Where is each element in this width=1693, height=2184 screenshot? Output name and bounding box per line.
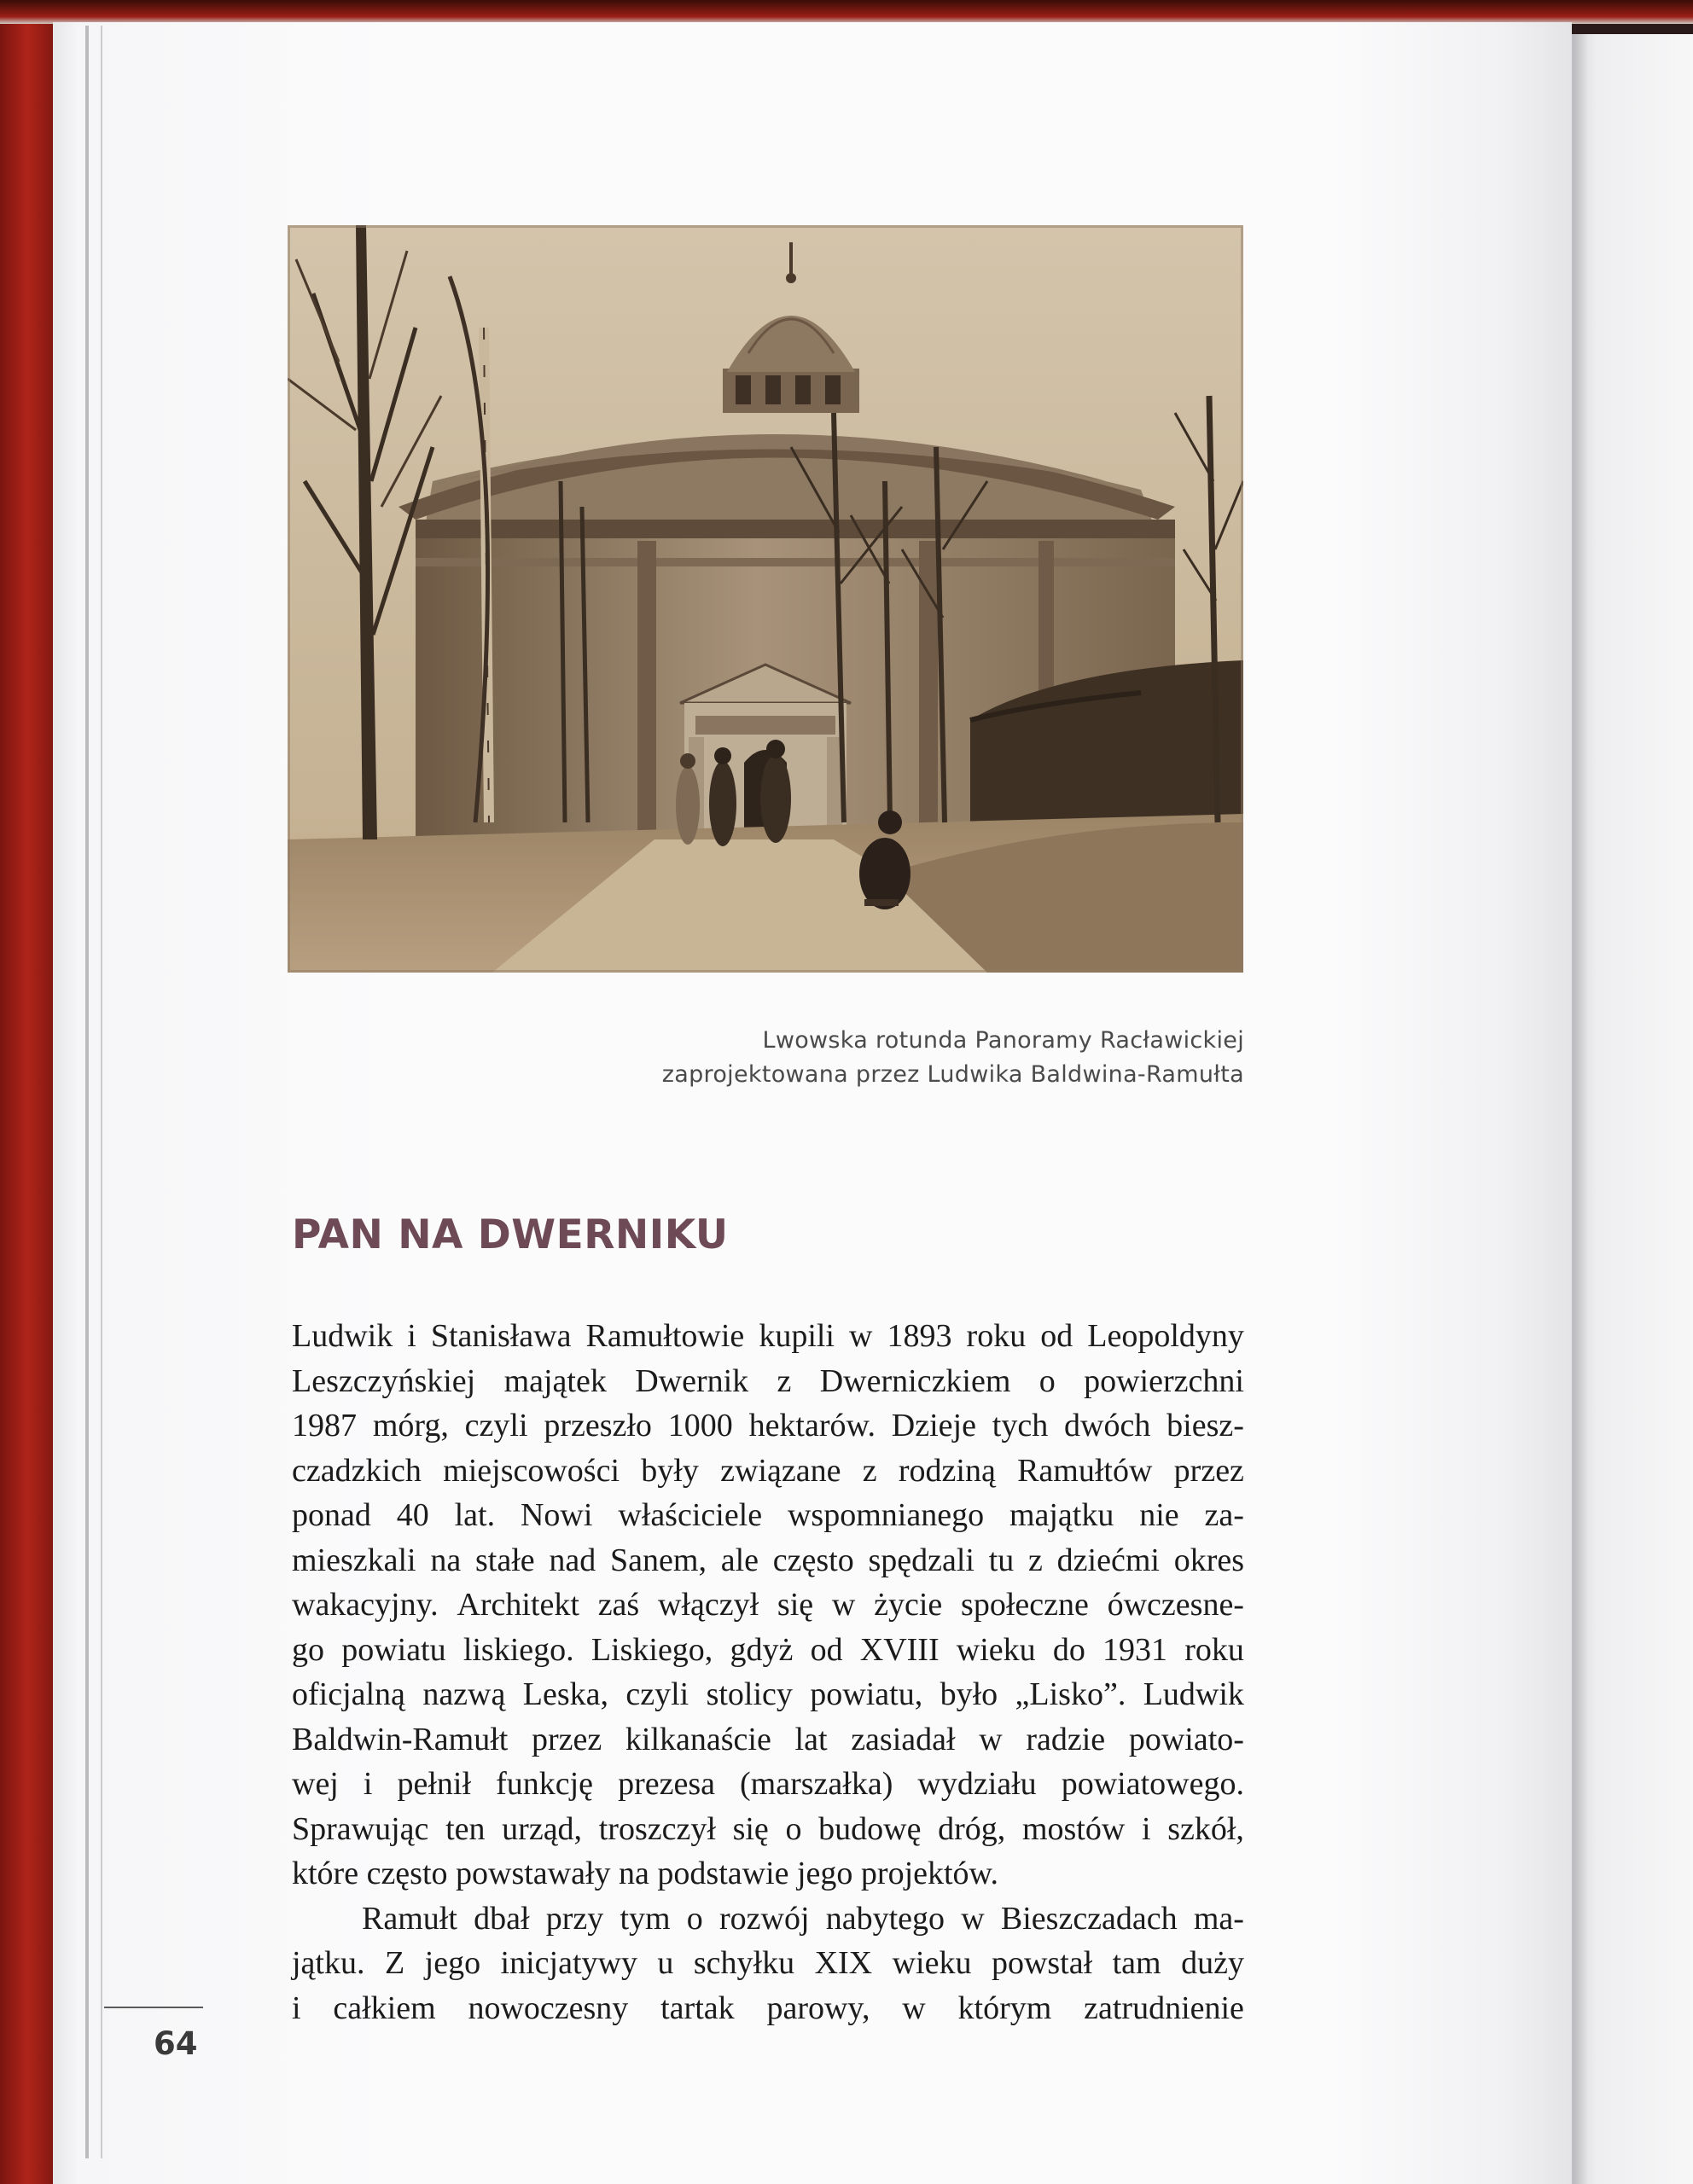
word: powiatowego.	[1061, 1766, 1244, 1802]
word: stolicy	[706, 1676, 793, 1712]
word: kupili	[759, 1318, 835, 1354]
word: lat.	[454, 1497, 496, 1533]
word: schyłku	[693, 1945, 795, 1981]
word: tartak	[660, 1989, 735, 2026]
word: Sanem,	[610, 1542, 707, 1578]
text-line	[292, 1403, 1244, 1449]
word: Sprawując	[292, 1810, 429, 1847]
word: w	[831, 1587, 856, 1623]
word: rozwój	[719, 1900, 810, 1937]
word: przy	[545, 1900, 604, 1937]
word: z	[1028, 1542, 1043, 1578]
word: związane	[720, 1452, 841, 1489]
word: Leszczyńskiej	[292, 1362, 476, 1399]
word: włączył	[657, 1587, 759, 1623]
word: u	[657, 1945, 674, 1981]
word: i	[363, 1766, 373, 1802]
word: się	[732, 1810, 769, 1847]
word: powstał	[991, 1945, 1093, 1981]
word: XIX	[814, 1945, 873, 1981]
word: duży	[1181, 1945, 1244, 1981]
word: było	[940, 1676, 998, 1712]
word: Leopoldyny	[1087, 1318, 1244, 1354]
word: jego	[424, 1945, 481, 1981]
word: Stanisława	[430, 1318, 572, 1354]
word: nie	[1139, 1497, 1179, 1533]
word: pełnił	[397, 1766, 472, 1802]
word: roku	[966, 1318, 1027, 1354]
word: Z	[384, 1945, 405, 1981]
word: wspomnianego	[787, 1497, 985, 1533]
text-line	[292, 1359, 1244, 1404]
word: mostów	[1021, 1810, 1126, 1847]
word: dróg,	[938, 1810, 1006, 1847]
caption-line-1: Lwowska rotunda Panoramy Racławickiej	[762, 1027, 1244, 1054]
word: 1987	[292, 1408, 357, 1443]
word: całkiem	[333, 1989, 436, 2026]
word: parowy,	[766, 1989, 870, 2026]
word: 1000	[667, 1408, 733, 1443]
page-stack-line	[85, 26, 89, 2158]
word: w	[902, 1989, 926, 2026]
word: okres	[1173, 1542, 1244, 1578]
text-line	[292, 1672, 1244, 1717]
photo-caption	[546, 1024, 1244, 1092]
word: hektarów.	[748, 1408, 876, 1443]
word: powiatu	[341, 1631, 446, 1668]
word: zatrudnienie	[1084, 1989, 1244, 2026]
word: dziećmi	[1056, 1542, 1160, 1578]
caption-line-2: zaprojektowana przez Ludwika Baldwina-Ramułta	[661, 1061, 1244, 1088]
word: wieku	[956, 1631, 1036, 1668]
word: 40	[396, 1497, 429, 1533]
word: mieszkali	[292, 1542, 416, 1578]
word: stałe	[475, 1542, 535, 1578]
word: tu	[988, 1542, 1015, 1578]
word: spędzali	[868, 1542, 974, 1578]
word: inicjatywy	[500, 1945, 637, 1981]
word: w	[979, 1721, 1003, 1757]
word: majątek	[503, 1362, 607, 1399]
word: zaś	[597, 1587, 640, 1623]
word: miejscowości	[443, 1452, 620, 1489]
word: ówczesne-	[1107, 1587, 1244, 1623]
word: od	[1040, 1318, 1073, 1354]
word: „Lisko”.	[1015, 1676, 1126, 1712]
word: Liskiego,	[591, 1631, 713, 1668]
word: o	[1038, 1362, 1056, 1399]
word: za-	[1204, 1497, 1244, 1533]
word: i	[292, 1989, 301, 2026]
word: nabytego	[825, 1900, 945, 1937]
word: Nowi	[520, 1497, 593, 1533]
word: ale	[720, 1542, 759, 1578]
text-line	[292, 1807, 1244, 1852]
word: od	[810, 1631, 843, 1668]
word: tam	[1112, 1945, 1161, 1981]
word: o	[686, 1900, 703, 1937]
word: nad	[549, 1542, 596, 1578]
word: tych	[992, 1408, 1049, 1443]
word: wydziału	[917, 1766, 1037, 1802]
text-line	[292, 1628, 1244, 1673]
word: społeczne	[961, 1587, 1089, 1623]
word: Ludwik	[292, 1318, 393, 1354]
text-line	[292, 1896, 1244, 1942]
page-number: 64	[154, 2025, 198, 2062]
word: często	[772, 1542, 854, 1578]
word: gdyż	[730, 1631, 794, 1668]
word: szkół,	[1167, 1810, 1244, 1847]
word: przez	[1173, 1452, 1244, 1489]
rotunda-photograph	[288, 225, 1243, 973]
text-line	[292, 1314, 1244, 1359]
word: nazwą	[422, 1676, 506, 1712]
word: Ramułtów	[1017, 1452, 1153, 1489]
word: powierzchni	[1084, 1362, 1244, 1399]
word: zasiadał	[851, 1721, 956, 1757]
word: wakacyjny.	[292, 1587, 439, 1623]
word: w	[961, 1900, 985, 1937]
word: dwóch	[1064, 1408, 1151, 1443]
next-page-edge	[1572, 34, 1693, 2184]
word: biesz-	[1166, 1408, 1244, 1443]
text-line	[292, 1449, 1244, 1494]
word: czyli	[625, 1676, 689, 1712]
word: nowoczesny	[468, 1989, 629, 2026]
word: 1893	[887, 1318, 952, 1354]
word: kilkanaście	[625, 1721, 771, 1757]
text-line	[292, 1851, 1244, 1896]
word: Dwerniczkiem	[819, 1362, 1011, 1399]
word: i	[407, 1318, 416, 1354]
word: do	[1052, 1631, 1085, 1668]
word: o	[785, 1810, 802, 1847]
word: wej	[292, 1766, 339, 1802]
word: przeszło	[544, 1408, 652, 1443]
word: ten	[445, 1810, 486, 1847]
word: budowę	[818, 1810, 922, 1847]
word: Ludwik	[1143, 1676, 1244, 1712]
word: na	[430, 1542, 462, 1578]
word: dbał	[474, 1900, 530, 1937]
word: ma-	[1193, 1900, 1244, 1937]
word: ponad	[292, 1497, 371, 1533]
word: Dwernik	[635, 1362, 749, 1399]
text-line	[292, 1717, 1244, 1763]
word: i	[1141, 1810, 1151, 1847]
word: powiato-	[1128, 1721, 1244, 1757]
word: Architekt	[457, 1587, 579, 1623]
word: liskiego.	[463, 1631, 574, 1668]
book-cover-top-edge	[0, 0, 1693, 24]
word: przez	[531, 1721, 602, 1757]
word: z	[862, 1452, 877, 1489]
text-line	[292, 1493, 1244, 1538]
text-line	[292, 1762, 1244, 1807]
word: (marszałka)	[740, 1766, 893, 1802]
word: były	[641, 1452, 699, 1489]
word: rodziną	[898, 1452, 996, 1489]
word: urząd,	[502, 1810, 583, 1847]
word: powiatu,	[810, 1676, 923, 1712]
page-number-rule	[104, 2007, 203, 2008]
word: życie	[874, 1587, 943, 1623]
word: czadzkich	[292, 1452, 422, 1489]
word: wieku	[892, 1945, 972, 1981]
word: Ramułtowie	[585, 1318, 745, 1354]
word: się	[777, 1587, 814, 1623]
text-line	[292, 1986, 1244, 2031]
word: 1931	[1102, 1631, 1168, 1668]
line-text: które często powstawały na podstawie jego projektów.	[292, 1856, 999, 1891]
word: w	[849, 1318, 873, 1354]
text-line	[292, 1538, 1244, 1583]
word: go	[292, 1631, 324, 1668]
section-heading: PAN NA DWERNIKU	[292, 1211, 729, 1258]
word: oficjalną	[292, 1676, 405, 1712]
word: majątku	[1009, 1497, 1114, 1533]
word: mórg,	[372, 1408, 449, 1443]
word: Dzieje	[891, 1408, 976, 1443]
word: z	[777, 1362, 792, 1399]
word: radzie	[1026, 1721, 1106, 1757]
text-line	[292, 1583, 1244, 1628]
word: roku	[1184, 1631, 1244, 1668]
word: lat	[794, 1721, 828, 1757]
word: właściciele	[618, 1497, 763, 1533]
word: tym	[620, 1900, 671, 1937]
word: XVIII	[859, 1631, 940, 1668]
word: troszczył	[598, 1810, 716, 1847]
text-line	[292, 1941, 1244, 1986]
word: funkcję	[496, 1766, 594, 1802]
word: prezesa	[618, 1766, 715, 1802]
word: Baldwin-Ramułt	[292, 1721, 509, 1757]
page-stack-line-inner	[101, 26, 102, 2158]
word: którym	[957, 1989, 1052, 2026]
word: czyli	[464, 1408, 528, 1443]
word: Ramułt	[362, 1900, 457, 1937]
word: Leska,	[522, 1676, 608, 1712]
word: jątku.	[292, 1945, 365, 1981]
word: Bieszczadach	[1000, 1900, 1178, 1937]
body-paragraphs	[292, 1314, 1244, 2030]
